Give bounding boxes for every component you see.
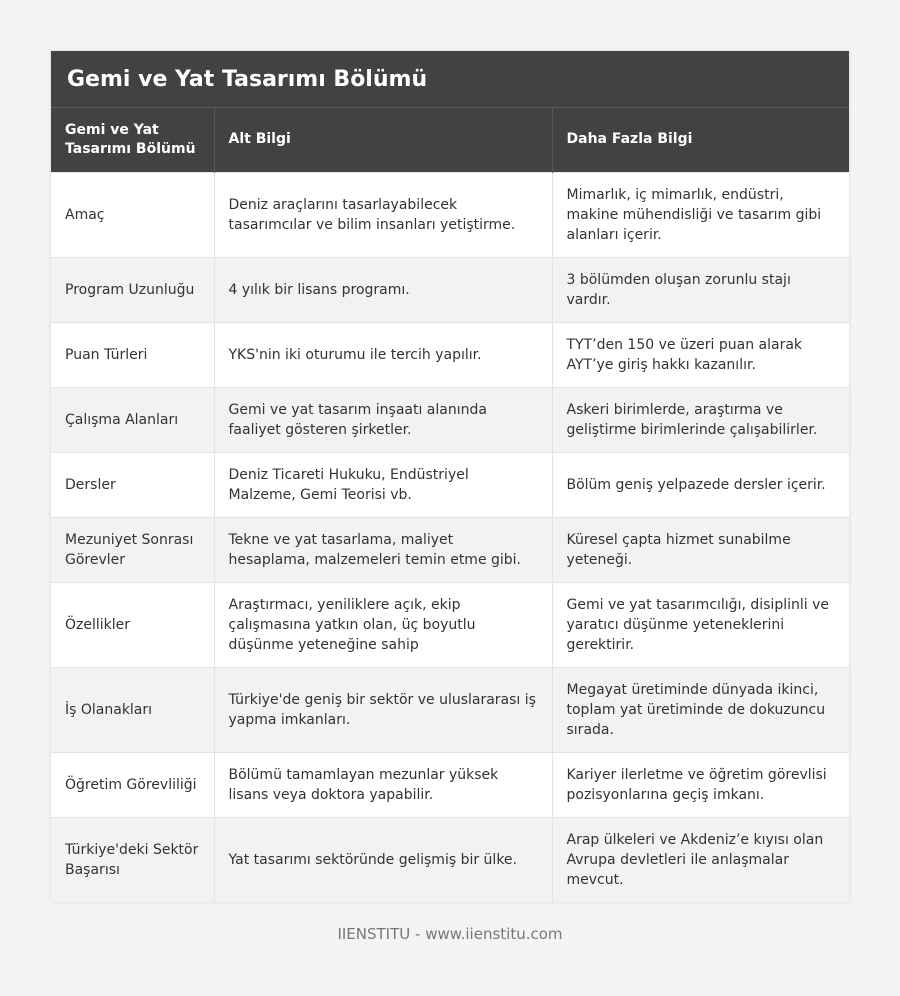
row-sub-info: Gemi ve yat tasarım inşaatı alanında faaliyet gösteren şirketler.	[214, 387, 552, 452]
row-more-info: Gemi ve yat tasarımcılığı, disiplinli ve yaratıcı düşünme yeteneklerini gerektirir.	[552, 582, 849, 667]
row-sub-info: 4 yılık bir lisans programı.	[214, 257, 552, 322]
row-sub-info: Deniz Ticareti Hukuku, Endüstriyel Malzeme, Gemi Teorisi vb.	[214, 452, 552, 517]
row-label: Çalışma Alanları	[51, 387, 214, 452]
row-label: Öğretim Görevliliği	[51, 752, 214, 817]
table-card	[51, 51, 849, 902]
row-more-info: TYT’den 150 ve üzeri puan alarak AYT’ye giriş hakkı kazanılır.	[552, 322, 849, 387]
table-row	[51, 322, 849, 387]
row-more-info: 3 bölümden oluşan zorunlu stajı vardır.	[552, 257, 849, 322]
table-row	[51, 752, 849, 817]
table-row	[51, 582, 849, 667]
row-sub-info: YKS'nin iki oturumu ile tercih yapılır.	[214, 322, 552, 387]
table-row	[51, 257, 849, 322]
table-row	[51, 172, 849, 257]
row-label: Dersler	[51, 452, 214, 517]
row-more-info: Bölüm geniş yelpazede dersler içerir.	[552, 452, 849, 517]
row-more-info: Mimarlık, iç mimarlık, endüstri, makine mühendisliği ve tasarım gibi alanları içerir.	[552, 172, 849, 257]
table-row	[51, 517, 849, 582]
row-more-info: Megayat üretiminde dünyada ikinci, toplam yat üretiminde de dokuzuncu sırada.	[552, 667, 849, 752]
column-header: Alt Bilgi	[214, 108, 552, 172]
row-sub-info: Türkiye'de geniş bir sektör ve uluslararası iş yapma imkanları.	[214, 667, 552, 752]
row-sub-info: Yat tasarımı sektöründe gelişmiş bir ülke.	[214, 817, 552, 902]
row-label: Amaç	[51, 172, 214, 257]
row-label: İş Olanakları	[51, 667, 214, 752]
row-label: Program Uzunluğu	[51, 257, 214, 322]
row-sub-info: Tekne ve yat tasarlama, maliyet hesaplama, malzemeleri temin etme gibi.	[214, 517, 552, 582]
row-label: Mezuniyet Sonrası Görevler	[51, 517, 214, 582]
row-sub-info: Bölümü tamamlayan mezunlar yüksek lisans veya doktora yapabilir.	[214, 752, 552, 817]
table-row	[51, 387, 849, 452]
row-sub-info: Araştırmacı, yeniliklere açık, ekip çalışmasına yatkın olan, üç boyutlu düşünme yeteneğine sahip	[214, 582, 552, 667]
table-row	[51, 452, 849, 517]
header-row	[51, 108, 849, 172]
row-sub-info: Deniz araçlarını tasarlayabilecek tasarımcılar ve bilim insanları yetiştirme.	[214, 172, 552, 257]
row-label: Puan Türleri	[51, 322, 214, 387]
row-label: Türkiye'deki Sektör Başarısı	[51, 817, 214, 902]
row-more-info: Küresel çapta hizmet sunabilme yeteneği.	[552, 517, 849, 582]
table-row	[51, 667, 849, 752]
table-title: Gemi ve Yat Tasarımı Bölümü	[51, 51, 849, 108]
row-more-info: Kariyer ilerletme ve öğretim görevlisi pozisyonlarına geçiş imkanı.	[552, 752, 849, 817]
column-header: Gemi ve Yat Tasarımı Bölümü	[51, 108, 214, 172]
row-label: Özellikler	[51, 582, 214, 667]
row-more-info: Arap ülkeleri ve Akdeniz’e kıyısı olan Avrupa devletleri ile anlaşmalar mevcut.	[552, 817, 849, 902]
row-more-info: Askeri birimlerde, araştırma ve geliştirme birimlerinde çalışabilirler.	[552, 387, 849, 452]
info-table	[51, 108, 849, 902]
footer-credit: IIENSTITU - www.iienstitu.com	[337, 925, 563, 943]
table-row	[51, 817, 849, 902]
column-header: Daha Fazla Bilgi	[552, 108, 849, 172]
